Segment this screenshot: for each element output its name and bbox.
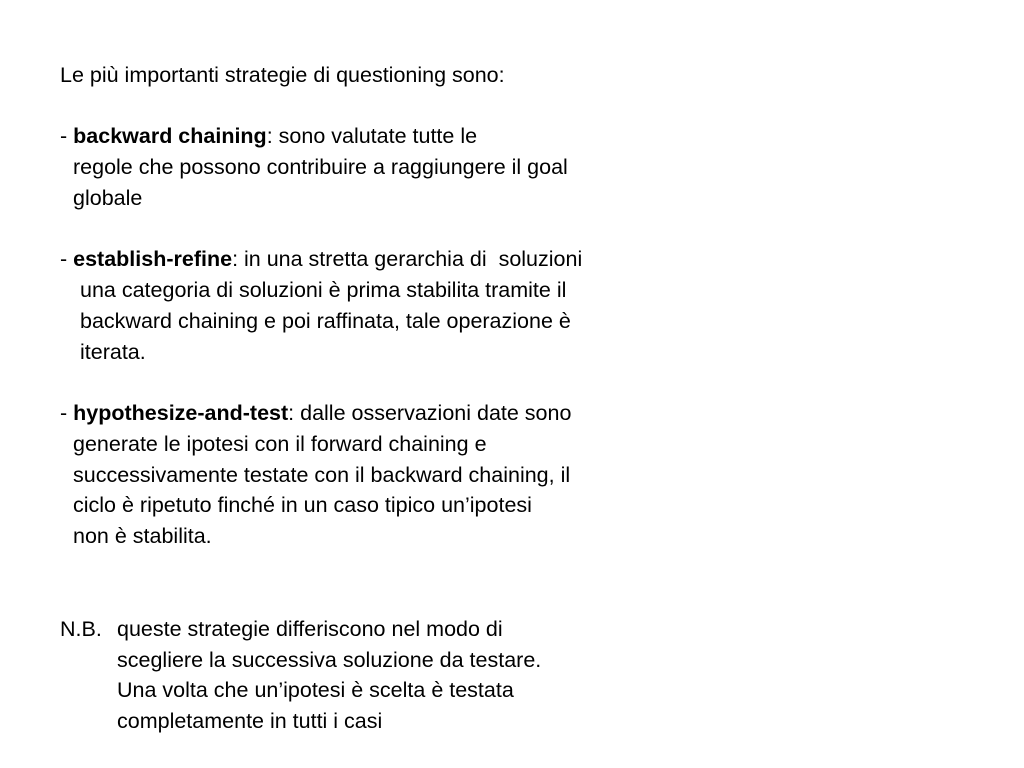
note-line: queste strategie differiscono nel modo di — [117, 617, 503, 641]
strategy-hypothesize-and-test-header — [60, 400, 571, 426]
strategy-description-line: backward chaining e poi raffinata, tale operazione è — [80, 309, 571, 333]
strategy-description-line: ciclo è ripetuto finché in un caso tipico un’ipotesi — [73, 493, 532, 517]
intro-text: Le più importanti strategie di questioning sono: — [60, 63, 505, 87]
strategy-name: backward chaining — [73, 124, 267, 148]
strategy-description: : sono valutate tutte le — [266, 124, 478, 148]
bullet-dash: - — [60, 401, 74, 425]
strategy-description-line: regole che possono contribuire a raggiungere il goal — [73, 155, 568, 179]
strategy-description-line: globale — [73, 186, 143, 210]
note-label: N.B. — [60, 617, 102, 641]
note-line: completamente in tutti i casi — [117, 709, 383, 733]
strategy-description-line: non è stabilita. — [73, 524, 212, 548]
strategy-backward-chaining-header — [60, 123, 477, 149]
strategy-name: establish-refine — [73, 247, 233, 271]
strategy-description-line: successivamente testate con il backward chaining, il — [73, 463, 571, 487]
strategy-description-line: iterata. — [80, 340, 146, 364]
strategy-description-line: una categoria di soluzioni è prima stabilita tramite il — [80, 278, 567, 302]
strategy-establish-refine-header — [60, 246, 582, 272]
note-line: scegliere la successiva soluzione da testare. — [117, 648, 542, 672]
note-line: Una volta che un’ipotesi è scelta è testata — [117, 678, 514, 702]
bullet-dash: - — [60, 124, 74, 148]
strategy-description: : in una stretta gerarchia di soluzioni — [232, 247, 583, 271]
strategy-description: : dalle osservazioni date sono — [288, 401, 572, 425]
strategy-name: hypothesize-and-test — [73, 401, 289, 425]
strategy-description-line: generate le ipotesi con il forward chaining e — [73, 432, 487, 456]
bullet-dash: - — [60, 247, 74, 271]
